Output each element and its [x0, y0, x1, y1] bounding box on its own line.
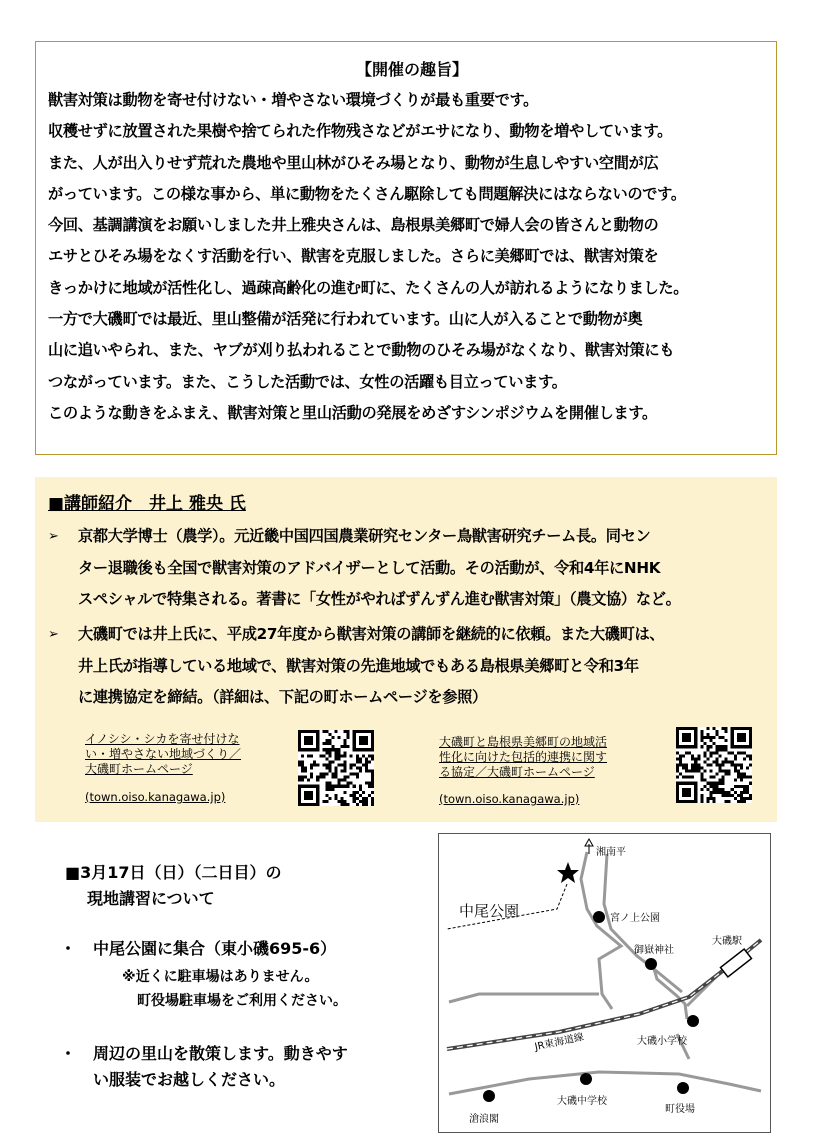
map-label-nakao-park: 中尾公園: [459, 902, 520, 920]
map-label-sorokaku: 滄浪閣: [469, 1114, 499, 1125]
link-line[interactable]: い・増やさない地域づくり／: [85, 747, 242, 761]
purpose-line: つながっています。また、こうした活動では、女性の活躍も目立っています。: [48, 372, 567, 391]
arrow-bullet-icon: ➢: [48, 627, 59, 642]
lecturer-bullet-2: [48, 619, 773, 714]
purpose-line: 収穫せずに放置された果樹や捨てられた作物残さなどがエサになり、動物を増やしています。: [48, 122, 673, 141]
link-line[interactable]: 大磯町と島根県美郷町の地域活: [439, 735, 608, 749]
bullet-line: 大磯町では井上氏に、平成27年度から獣害対策の講師を継続的に依頼。また大磯町は、: [78, 625, 665, 643]
tour-heading: ■3月17日（日）（二日目）の: [65, 863, 282, 882]
purpose-line: また、人が出入りせず荒れた農地や里山林がひそみ場となり、動物が生息しやすい空間が広: [48, 153, 659, 172]
lecturer-title: ■講師紹介 井上 雅央 氏: [48, 494, 246, 514]
lecturer-section: [35, 477, 777, 822]
map-label-town-hall: 町役場: [665, 1104, 695, 1115]
purpose-line: 今回、基調講演をお願いしました井上雅央さんは、島根県美郷町で婦人会の皆さんと動物の: [48, 216, 659, 235]
qr-code-icon[interactable]: [676, 727, 752, 803]
dot-bullet-icon: ・: [60, 939, 77, 958]
bullet-line: スペシャルで特集される。著書に「女性がやればずんずん進む獣害対策」（農文協）など。: [78, 590, 681, 608]
dot-bullet-icon: ・: [60, 1044, 77, 1063]
parking-note: 町役場駐車場をご利用ください。: [137, 993, 347, 1009]
bullet-line: に連携協定を締結。（詳細は、下記の町ホームページを参照）: [78, 688, 487, 706]
arrow-bullet-icon: ➢: [48, 529, 59, 544]
bullet-line: ター退職後も全国で獣害対策のアドバイザーとして活動。その活動が、令和4年にNHK: [78, 558, 661, 577]
purpose-line: きっかけに地域が活性化し、過疎高齢化の進む町に、たくさんの人が訪れるようになりました。: [48, 278, 689, 297]
map-label-miyanoue-park: 宮ノ上公園: [610, 913, 660, 924]
link-line[interactable]: 性化に向けた包括的連携に関す: [439, 750, 608, 764]
parking-note: ※近くに駐車場はありません。: [122, 969, 319, 985]
link-wildlife-community[interactable]: [85, 732, 241, 777]
link-line[interactable]: イノシシ・シカを寄せ付けな: [85, 732, 240, 746]
map-label-jr-line: JR東海道線: [533, 1031, 585, 1054]
purpose-line: がっています。この様な事から、単に動物をたくさん駆除しても問題解決にはならないのです。: [48, 184, 686, 203]
link-line[interactable]: る協定／大磯町ホームページ: [439, 765, 595, 779]
purpose-title: 【開催の趣旨】: [355, 60, 468, 79]
access-map: [438, 833, 771, 1133]
map-label-oiso-station: 大磯駅: [712, 936, 742, 947]
map-label-oiso-junior-high: 大磯中学校: [557, 1096, 607, 1107]
link-misato-agreement[interactable]: [439, 735, 607, 780]
walk-description: 周辺の里山を散策します。動きやす: [93, 1044, 348, 1063]
bullet-line: 井上氏が指導している地域で、獣害対策の先進地域でもある島根県美郷町と令和3年: [78, 656, 639, 675]
qr-code-icon[interactable]: [298, 730, 374, 806]
bullet-line: 京都大学博士（農学）。元近畿中国四国農業研究センター鳥獣害研究チーム長。同セン: [78, 527, 651, 545]
purpose-section: [35, 41, 777, 455]
meeting-point: 中尾公園に集合（東小磯695-6）: [93, 939, 337, 958]
lecturer-bullet-1: [48, 521, 773, 616]
link-domain[interactable]: (town.oiso.kanagawa.jp): [85, 790, 226, 804]
map-label-shonandaira: 湘南平: [596, 847, 626, 858]
walk-description: い服装でお越しください。: [93, 1070, 286, 1089]
purpose-line: 獣害対策は動物を寄せ付けない・増やさない環境づくりが最も重要です。: [48, 91, 539, 109]
purpose-line: エサとひそみ場をなくす活動を行い、獣害を克服しました。さらに美郷町では、獣害対策を: [48, 247, 659, 266]
link-domain[interactable]: (town.oiso.kanagawa.jp): [439, 792, 580, 806]
map-roads: [439, 834, 771, 1133]
purpose-line: 一方で大磯町では最近、里山整備が活発に行われています。山に人が入ることで動物が奥: [48, 310, 643, 329]
purpose-line: このような動きをふまえ、獣害対策と里山活動の発展をめざすシンポジウムを開催します。: [48, 403, 657, 422]
tour-heading: 現地講習について: [87, 889, 215, 908]
map-label-oiso-elementary: 大磯小学校: [637, 1036, 687, 1047]
link-line[interactable]: 大磯町ホームページ: [85, 762, 193, 776]
map-label-gotake-shrine: 御嶽神社: [634, 945, 674, 956]
purpose-line: 山に追いやられ、また、ヤブが刈り払われることで動物のひそみ場がなくなり、獣害対策にも: [48, 341, 675, 360]
